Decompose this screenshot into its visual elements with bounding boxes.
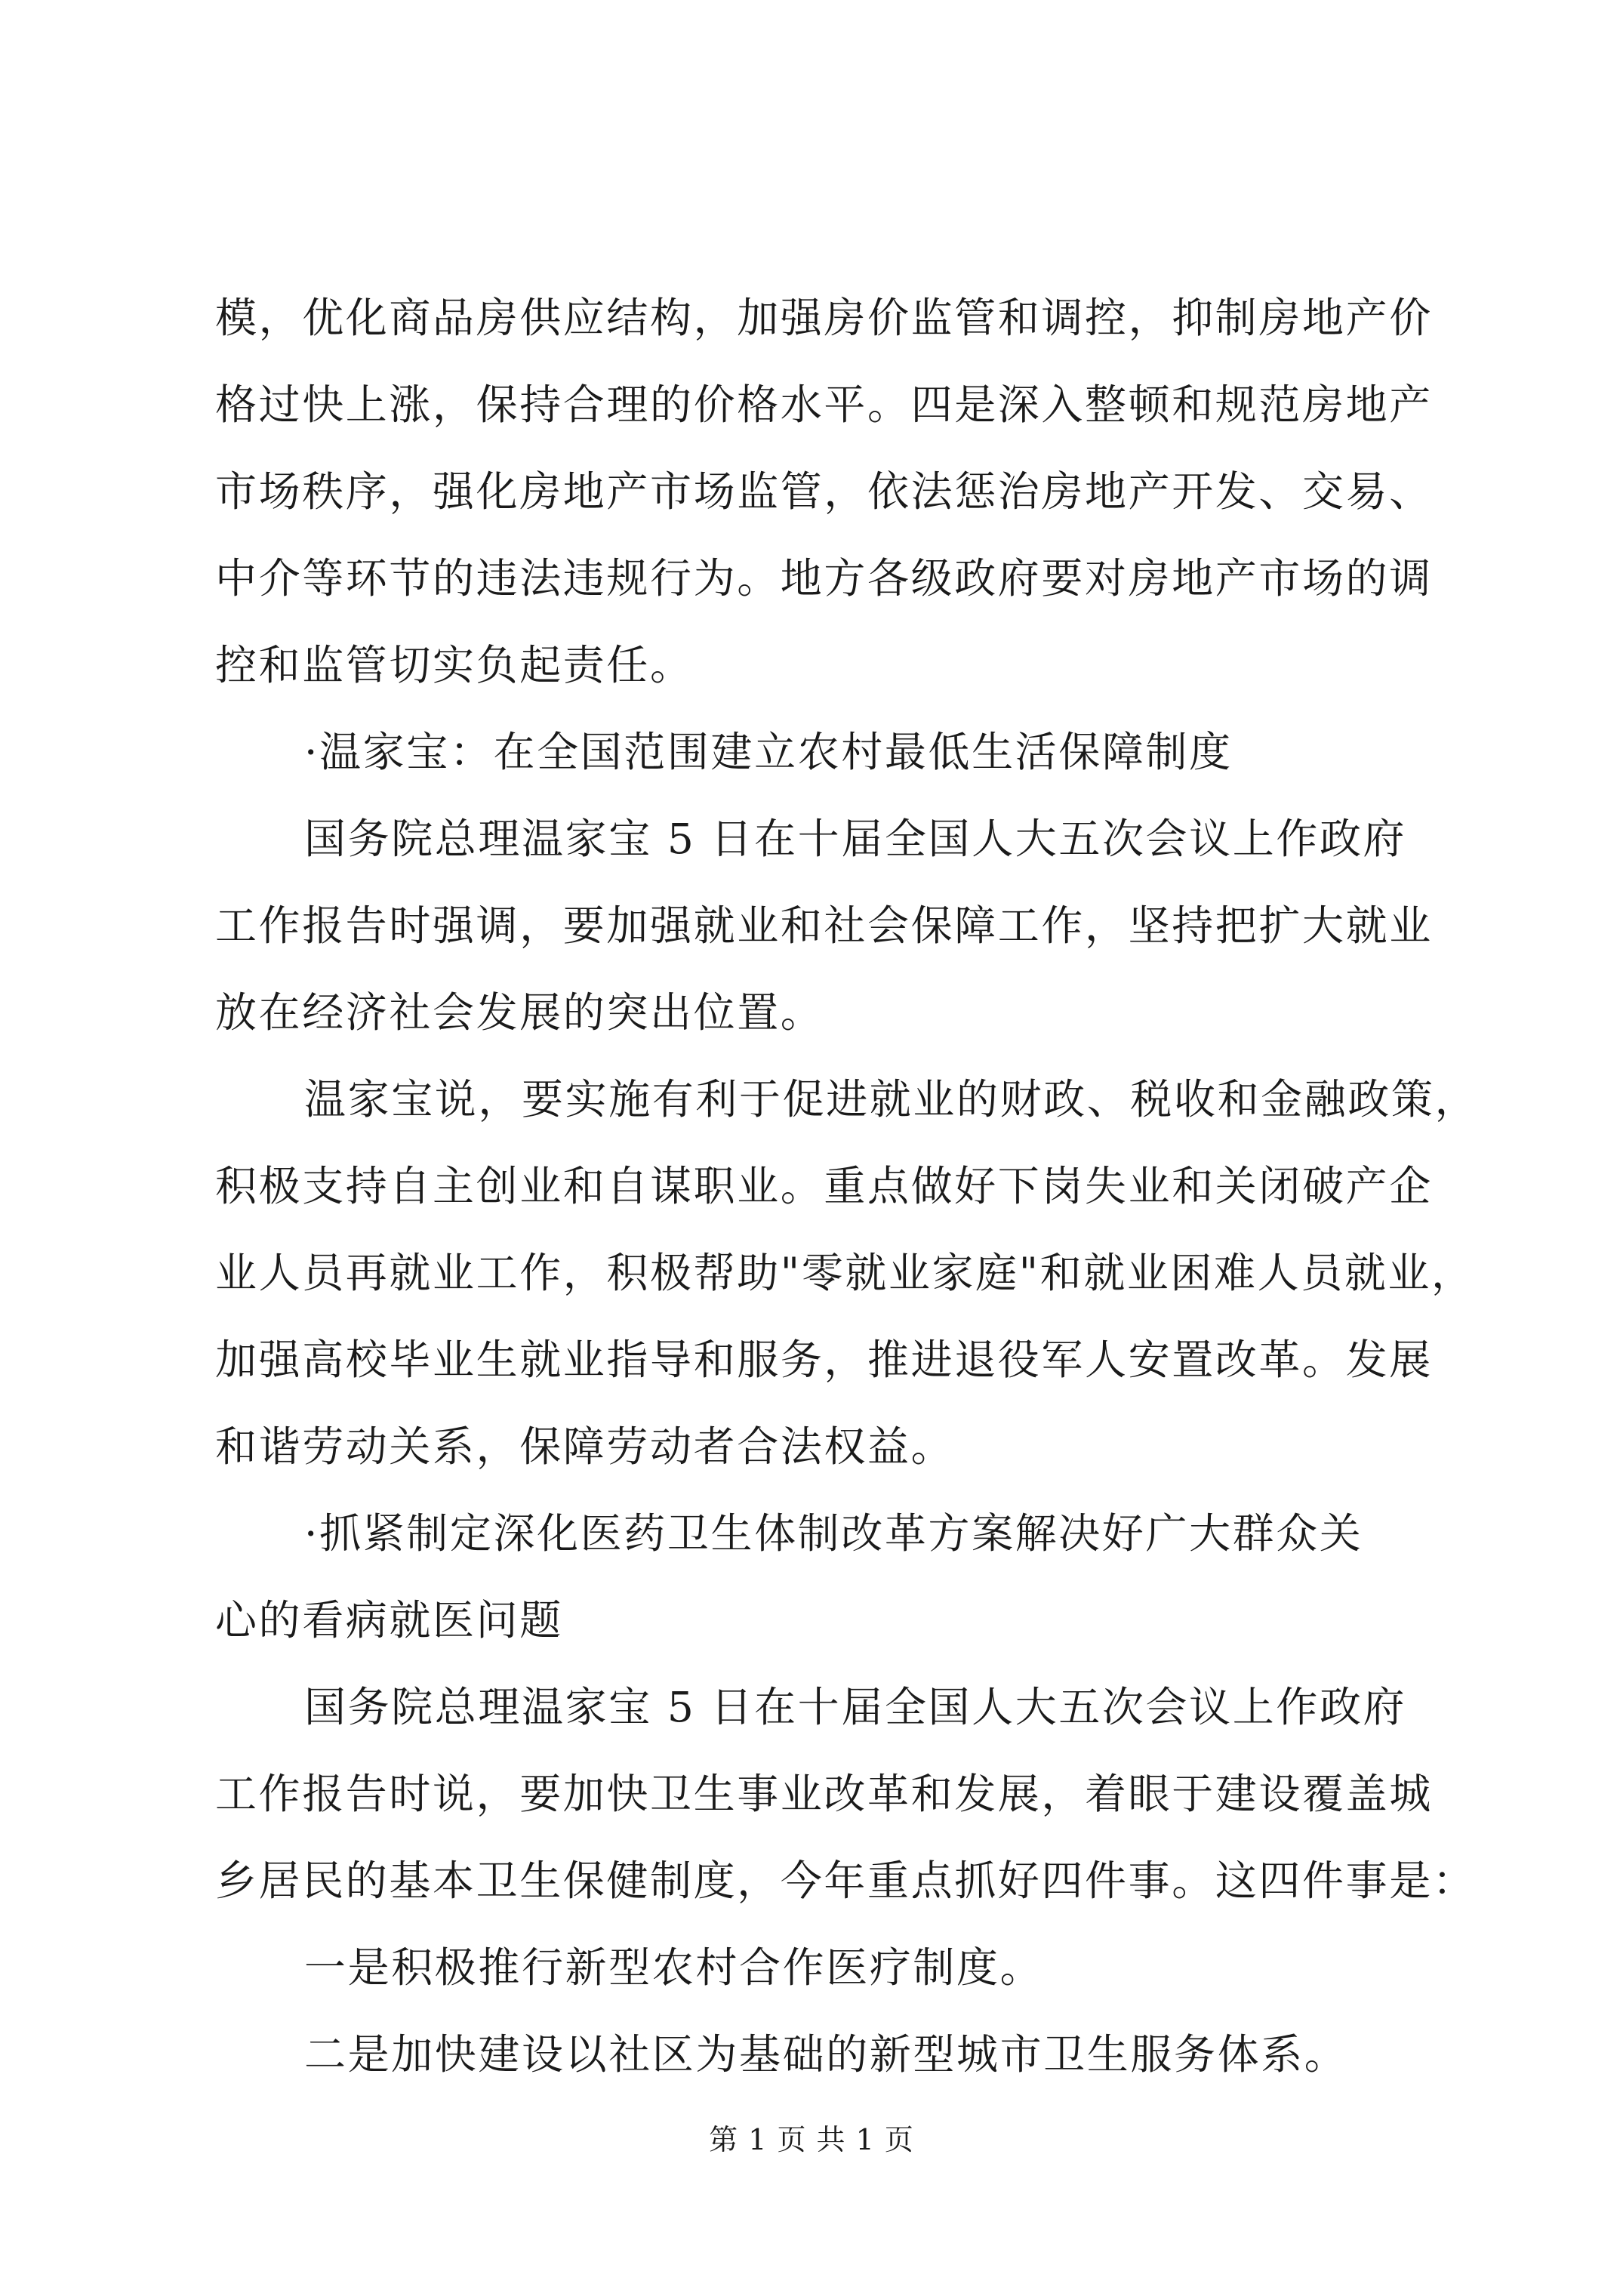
text-line-11: 积极支持自主创业和自谋职业。重点做好下岗失业和关闭破产企 [215, 1162, 1433, 1210]
section-heading-rural-security: ·温家宝：在全国范围建立农村最低生活保障制度 [304, 728, 1233, 776]
text-line-17: 国务院总理温家宝 5 日在十届全国人大五次会议上作政府 [304, 1683, 1407, 1731]
text-line-18: 工作报告时说，要加快卫生事业改革和发展，着眼于建设覆盖城 [215, 1770, 1433, 1818]
text-line-3: 市场秩序，强化房地产市场监管，依法惩治房地产开发、交易、 [215, 467, 1433, 516]
text-line-9: 放在经济社会发展的突出位置。 [215, 988, 824, 1037]
text-line-20: 一是积极推行新型农村合作医疗制度。 [304, 1943, 1044, 1992]
text-line-12: 业人员再就业工作，积极帮助"零就业家庭"和就业困难人员就业， [215, 1249, 1475, 1297]
text-line-14: 和谐劳动关系，保障劳动者合法权益。 [215, 1422, 955, 1471]
text-line-13: 加强高校毕业生就业指导和服务，推进退役军人安置改革。发展 [215, 1336, 1433, 1384]
text-line-5: 控和监管切实负起责任。 [215, 641, 694, 689]
document-body [215, 294, 1479, 2118]
text-line-7: 国务院总理温家宝 5 日在十届全国人大五次会议上作政府 [304, 815, 1407, 863]
text-line-10: 温家宝说，要实施有利于促进就业的财政、税收和金融政策， [304, 1075, 1479, 1123]
section-heading-medical-reform: ·抓紧制定深化医药卫生体制改革方案解决好广大群众关 [304, 1509, 1363, 1558]
page-number-footer: 第 1 页 共 1 页 [709, 2123, 914, 2156]
text-line-2: 格过快上涨，保持合理的价格水平。四是深入整顿和规范房地产 [215, 381, 1433, 429]
text-line-16: 心的看病就医问题 [215, 1596, 563, 1644]
text-line-8: 工作报告时强调，要加强就业和社会保障工作，坚持把扩大就业 [215, 901, 1433, 950]
text-line-19: 乡居民的基本卫生保健制度，今年重点抓好四件事。这四件事是： [215, 1857, 1477, 1905]
text-line-1: 模，优化商品房供应结构，加强房价监管和调控，抑制房地产价 [215, 294, 1433, 342]
text-line-21: 二是加快建设以社区为基础的新型城市卫生服务体系。 [304, 2030, 1348, 2079]
text-line-4: 中介等环节的违法违规行为。地方各级政府要对房地产市场的调 [215, 554, 1433, 603]
